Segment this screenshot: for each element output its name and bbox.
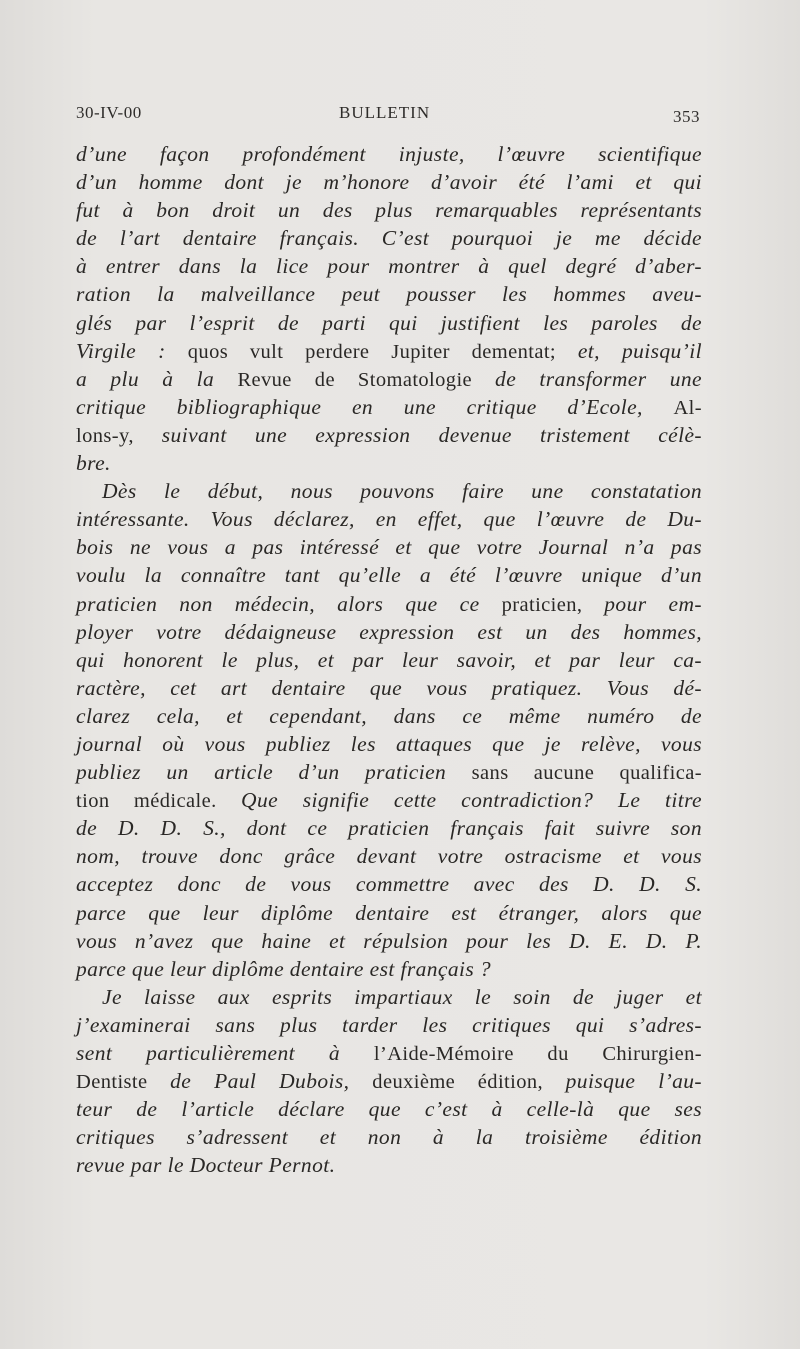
italic-text: publiez un article d’un praticien [76,760,472,785]
text-line [76,168,702,196]
text-line [76,224,702,252]
roman-text: Revue de Stomatologie [237,368,496,391]
text-line [76,1067,702,1095]
italic-text: qui honorent le plus, et par leur savoir, et par leur ca- [76,647,702,672]
roman-text: quos vult perdere Jupiter dementat; [187,340,578,363]
text-line [76,1151,702,1179]
italic-text: praticien non médecin, alors que ce [76,591,502,616]
text-line [76,533,702,561]
text-line [76,899,702,927]
text-line [76,814,702,842]
roman-text: Dentiste [76,1071,171,1094]
page-number: 353 [673,107,700,126]
text-line [76,927,702,955]
italic-text: de Paul Dubois, [170,1069,373,1094]
roman-text: tion médicale. [76,790,242,813]
italic-text: Dès le début, nous pouvons faire une constatation [102,479,702,504]
italic-text: parce que leur diplôme dentaire est étranger, alors que [76,900,702,925]
italic-text: teur de l’article déclare que c’est à celle-là que ses [76,1097,702,1122]
text-line [76,421,702,449]
italic-text: puisque l’au- [565,1069,702,1094]
italic-text: de D. D. S., dont ce praticien français fait suivre son [76,816,702,841]
text-line [76,1095,702,1123]
italic-text: acceptez donc de vous commettre avec des D. D. S. [76,872,702,897]
italic-text: voulu la connaître tant qu’elle a été l’œuvre unique d’un [76,563,702,588]
text-line [76,393,702,421]
text-line [76,196,702,224]
text-line [76,786,702,814]
italic-text: à entrer dans la lice pour montrer à quel degré d’aber- [76,254,702,279]
text-line [76,702,702,730]
text-line [76,309,702,337]
italic-text: Je laisse aux esprits impartiaux le soin de juger et [102,984,702,1009]
italic-text: ployer votre dédaigneuse expression est un des hommes, [76,619,702,644]
italic-text: d’une façon profondément injuste, l’œuvre scientifique [76,142,702,166]
text-line [76,870,702,898]
text-line [76,337,702,365]
text-line [76,252,702,280]
italic-text: bois ne vous a pas intéressé et que votre Journal n’a pas [76,535,702,560]
roman-text: lons-y, [76,424,162,447]
roman-text: Al- [673,396,702,419]
italic-text: de l’art dentaire français. C’est pourquoi je me décide [76,226,702,251]
running-header [76,103,700,129]
text-line [76,1123,702,1151]
text-line [76,590,702,618]
text-line [76,140,702,168]
italic-text: ration la malveillance peut pousser les hommes aveu- [76,282,702,307]
roman-text: l’Aide-Mémoire du Chirurgien- [373,1043,703,1065]
italic-text: Virgile : [76,338,188,363]
text-line [76,280,702,308]
italic-text: vous n’avez que haine et répulsion pour les D. E. D. P. [76,928,702,953]
italic-text: pour em- [604,591,702,616]
italic-text: d’un homme dont je m’honore d’avoir été l’ami et qui [76,170,702,195]
italic-text: critiques s’adressent et non à la troisième édition [76,1125,702,1150]
text-line [76,955,702,983]
text-line [76,505,702,533]
roman-text: sans aucune qualifica- [471,762,702,785]
italic-text: et, puisqu’il [577,338,702,363]
text-line [76,842,702,870]
italic-text: a plu à la [76,366,238,391]
text-line [76,983,702,1011]
italic-text: de transformer une [495,366,702,391]
text-line [76,1039,702,1067]
italic-text: sent particulièrement à [76,1041,374,1065]
text-line [76,730,702,758]
italic-text: nom, trouve donc grâce devant votre ostracisme et vous [76,844,702,869]
text-line [76,646,702,674]
text-line [76,477,702,505]
italic-text: critique bibliographique en une critique d’Ecole, [76,394,674,419]
text-line [76,561,702,589]
italic-text: parce que leur diplôme dentaire est français ? [76,956,492,981]
italic-text: ractère, cet art dentaire que vous pratiquez. Vous dé- [76,675,702,700]
roman-text: deuxième édition, [372,1071,566,1094]
italic-text: intéressante. Vous déclarez, en effet, que l’œuvre de Du- [76,507,702,532]
italic-text: journal où vous publiez les attaques que je relève, vous [76,731,702,756]
text-line [76,674,702,702]
italic-text: bre. [76,451,111,476]
italic-text: j’examinerai sans plus tarder les critiques qui s’adres- [76,1012,702,1037]
italic-text: suivant une expression devenue tristement célè- [161,422,702,447]
italic-text: glés par l’esprit de parti qui justifient les paroles de [76,310,702,335]
header-title: BULLETIN [339,103,431,122]
italic-text: revue par le Docteur Pernot. [76,1153,336,1178]
text-line [76,365,702,393]
header-date: 30-IV-00 [76,103,142,122]
roman-text: praticien, [501,593,605,616]
italic-text: clarez cela, et cependant, dans ce même numéro de [76,703,702,728]
text-line [76,1011,702,1039]
text-line [76,449,702,477]
body-text [76,140,702,1179]
text-line [76,618,702,646]
italic-text: fut à bon droit un des plus remarquables représentants [76,198,702,223]
italic-text: Que signifie cette contradiction? Le titre [241,788,702,813]
text-line [76,758,702,786]
